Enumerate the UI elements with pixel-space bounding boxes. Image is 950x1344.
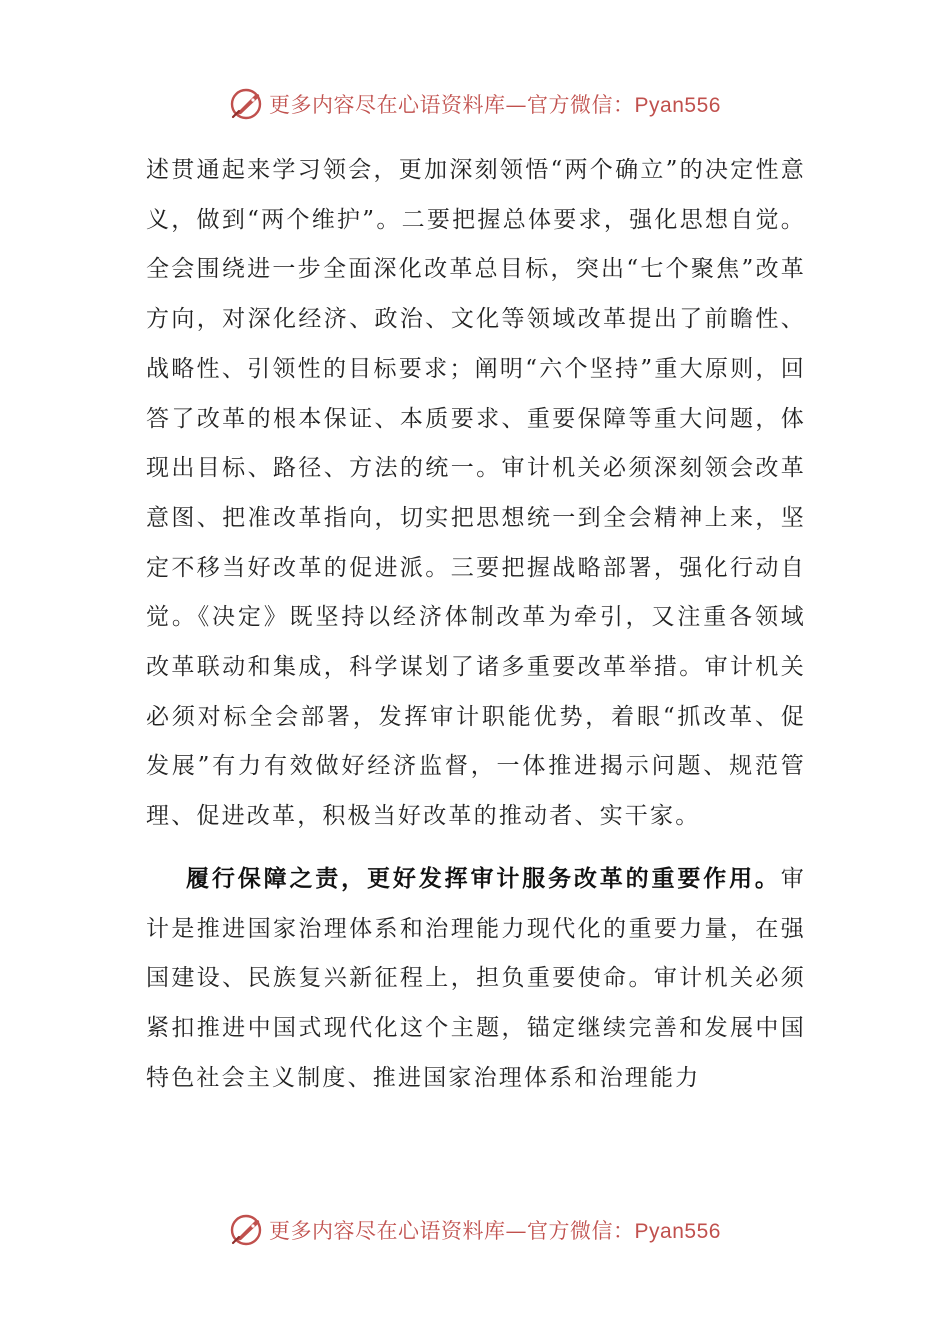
footer-banner-text <box>269 1215 721 1245</box>
quill-pen-icon <box>229 87 263 121</box>
header-banner-label: 更多内容尽在心语资料库—官方微信： <box>269 93 635 117</box>
header-wechat-id: Pyan556 <box>634 94 721 117</box>
quill-pen-icon <box>229 1213 263 1247</box>
paragraph-2-heading: 履行保障之责，更好发挥审计服务改革的重要作用。 <box>186 864 781 892</box>
footer-wechat-id: Pyan556 <box>634 1220 721 1243</box>
footer-banner-label: 更多内容尽在心语资料库—官方微信： <box>269 1219 635 1243</box>
header-banner-text <box>269 89 721 119</box>
paragraph-2-text: 审计是推进国家治理体系和治理能力现代化的重要力量，在强国建设、民族复兴新征程上，担负重要使命。审计机关必须紧扣推进中国式现代化这个主题，锚定继续完善和发展中国特色社会主义制度、推进国家治理体系和治理能力 <box>146 865 806 1091</box>
paragraph-2 <box>146 854 806 1104</box>
paragraph-1: 述贯通起来学习领会，更加深刻领悟“两个确立”的决定性意义，做到“两个维护”。二要把握总体要求，强化思想自觉。全会围绕进一步全面深化改革总目标，突出“七个聚焦”改革方向，对深化经济、政治、文化等领域改革提出了前瞻性、战略性、引领性的目标要求；阐明“六个坚持”重大原则，回答了改革的根本保证、本质要求、重要保障等重大问题，体现出目标、路径、方法的统一。审计机关必须深刻领会改革意图、把准改革指向，切实把思想统一到全会精神上来，坚定不移当好改革的促进派。三要把握战略部署，强化行动自觉。《决定》既坚持以经济体制改革为牵引，又注重各领域改革联动和集成，科学谋划了诸多重要改革举措。审计机关必须对标全会部署，发挥审计职能优势，着眼“抓改革、促发展”有力有效做好经济监督，一体推进揭示问题、规范管理、促进改革，积极当好改革的推动者、实干家。 <box>146 157 806 830</box>
document-body <box>146 146 806 1103</box>
header-banner <box>0 84 950 124</box>
footer-banner <box>0 1210 950 1250</box>
